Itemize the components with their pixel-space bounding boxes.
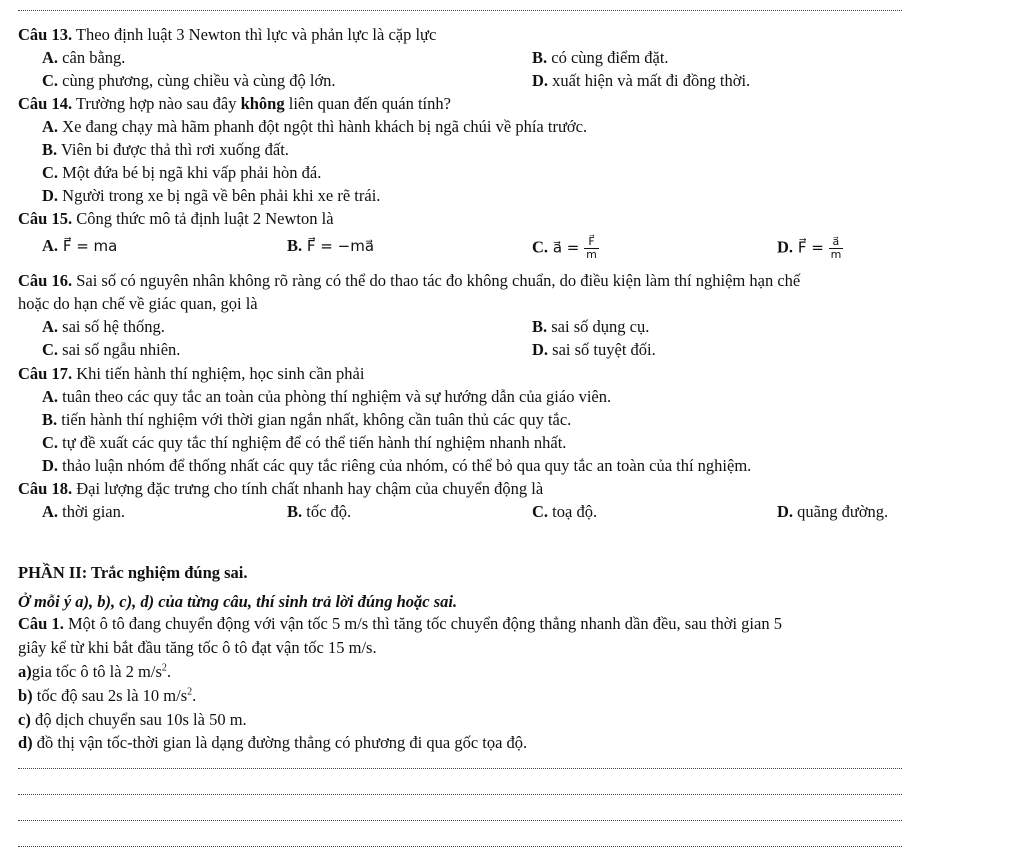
q18-option-d: D. quãng đường. (777, 502, 889, 521)
q13-option-b: B. có cùng điểm đặt. (532, 48, 669, 67)
part2-statement-c: c) độ dịch chuyển sau 10s là 50 m. (18, 710, 247, 729)
q13-option-d: D. xuất hiện và mất đi đồng thời. (532, 71, 751, 90)
part2-q1-label: Câu 1. (18, 614, 64, 633)
q16-option-a: A. sai số hệ thống. (42, 317, 165, 336)
q17-label: Câu 17. (18, 364, 73, 383)
q15-option-d: D. F⃗ = $\frac{a⃗}{m}$ (777, 235, 842, 261)
part2-q1-line2: giây kể từ khi bắt đầu tăng tốc ô tô đạt vận tốc 15 m/s. (18, 638, 377, 657)
q14-option-c: C. Một đứa bé bị ngã khi vấp phải hòn đá. (42, 163, 322, 182)
q16-label: Câu 16. (18, 271, 73, 290)
q17-option-a: A. tuân theo các quy tắc an toàn của phòng thí nghiệm và sự hướng dẫn của giáo viên. (42, 387, 612, 406)
q14-option-d: D. Người trong xe bị ngã về bên phải khi xe rẽ trái. (42, 186, 381, 205)
part2-statement-d: d) đồ thị vận tốc-thời gian là dạng đường thẳng có phương đi qua gốc tọa độ. (18, 733, 528, 752)
q16-option-c: C. sai số ngẫu nhiên. (42, 340, 181, 359)
q13-label: Câu 13. (18, 25, 73, 44)
q14-option-a: A. Xe đang chạy mà hãm phanh đột ngột thì hành khách bị ngã chúi về phía trước. (42, 117, 588, 136)
q14-label: Câu 14. (18, 94, 73, 113)
answer-line (18, 820, 902, 821)
q13-option-c: C. cùng phương, cùng chiều và cùng độ lớn. (42, 71, 336, 90)
q15-stem: Câu 15. Công thức mô tả định luật 2 Newton là (18, 209, 334, 228)
q18-option-a: A. thời gian. (42, 502, 125, 521)
q17-option-b: B. tiến hành thí nghiệm với thời gian ngắn nhất, không cần tuân thủ các quy tắc. (42, 410, 572, 429)
part2-title: PHẦN II: Trắc nghiệm đúng sai. (18, 563, 248, 582)
q13-stem: Câu 13. Theo định luật 3 Newton thì lực và phản lực là cặp lực (18, 25, 437, 44)
q16-stem-line2: hoặc do hạn chế về giác quan, gọi là (18, 294, 258, 313)
part2-statement-a: a)gia tốc ô tô là 2 $m/s^2$. (18, 662, 172, 681)
q13-option-a: A. cân bằng. (42, 48, 126, 67)
q17-option-d: D. thảo luận nhóm để thống nhất các quy tắc riêng của nhóm, có thể bỏ qua quy tắc an toàn của thí nghiệm. (42, 456, 752, 475)
q15-option-c: C. a⃗ = $\frac{F⃗}{m}$ (532, 235, 597, 261)
q17-option-c: C. tự đề xuất các quy tắc thí nghiệm để có thể tiến hành thí nghiệm nhanh nhất. (42, 433, 567, 452)
q15-option-b: B. F⃗ = −ma⃗ (287, 236, 375, 255)
answer-line (18, 794, 902, 795)
q18-label: Câu 18. (18, 479, 73, 498)
q16-option-b: B. sai số dụng cụ. (532, 317, 650, 336)
q14-stem: Câu 14. Trường hợp nào sau đây không liên quan đến quán tính? (18, 94, 451, 113)
q17-stem: Câu 17. Khi tiến hành thí nghiệm, học sinh cần phải (18, 364, 365, 383)
q15-label: Câu 15. (18, 209, 73, 228)
q15-option-a: A. F⃗ = ma (42, 236, 118, 255)
q16-option-d: D. sai số tuyệt đối. (532, 340, 656, 359)
part2-statement-b: b) tốc độ sau 2s là 10 $m/s^2$. (18, 686, 197, 705)
part2-q1-line1: Câu 1. Một ô tô đang chuyển động với vận tốc 5 m/s thì tăng tốc chuyển động thẳng nhanh dần đều, sau thời gian 5 (18, 614, 782, 633)
q18-stem: Câu 18. Đại lượng đặc trưng cho tính chất nhanh hay chậm của chuyển động là (18, 479, 544, 498)
fraction: $\frac{F⃗}{m}$ (586, 235, 597, 261)
q18-option-c: C. toạ độ. (532, 502, 598, 521)
fraction: $\frac{a⃗}{m}$ (830, 235, 842, 261)
dotted-rule-top (18, 10, 902, 11)
part2-instruction: Ở mỗi ý a), b), c), d) của từng câu, thí sinh trả lời đúng hoặc sai. (18, 592, 458, 611)
answer-line (18, 846, 902, 847)
answer-line (18, 768, 902, 769)
q14-option-b: B. Viên bi được thả thì rơi xuống đất. (42, 140, 289, 159)
q18-option-b: B. tốc độ. (287, 502, 352, 521)
q16-stem-line1: Câu 16. Sai số có nguyên nhân không rõ ràng có thể do thao tác đo không chuẩn, do điều kiện làm thí nghiệm hạn chế (18, 271, 801, 290)
